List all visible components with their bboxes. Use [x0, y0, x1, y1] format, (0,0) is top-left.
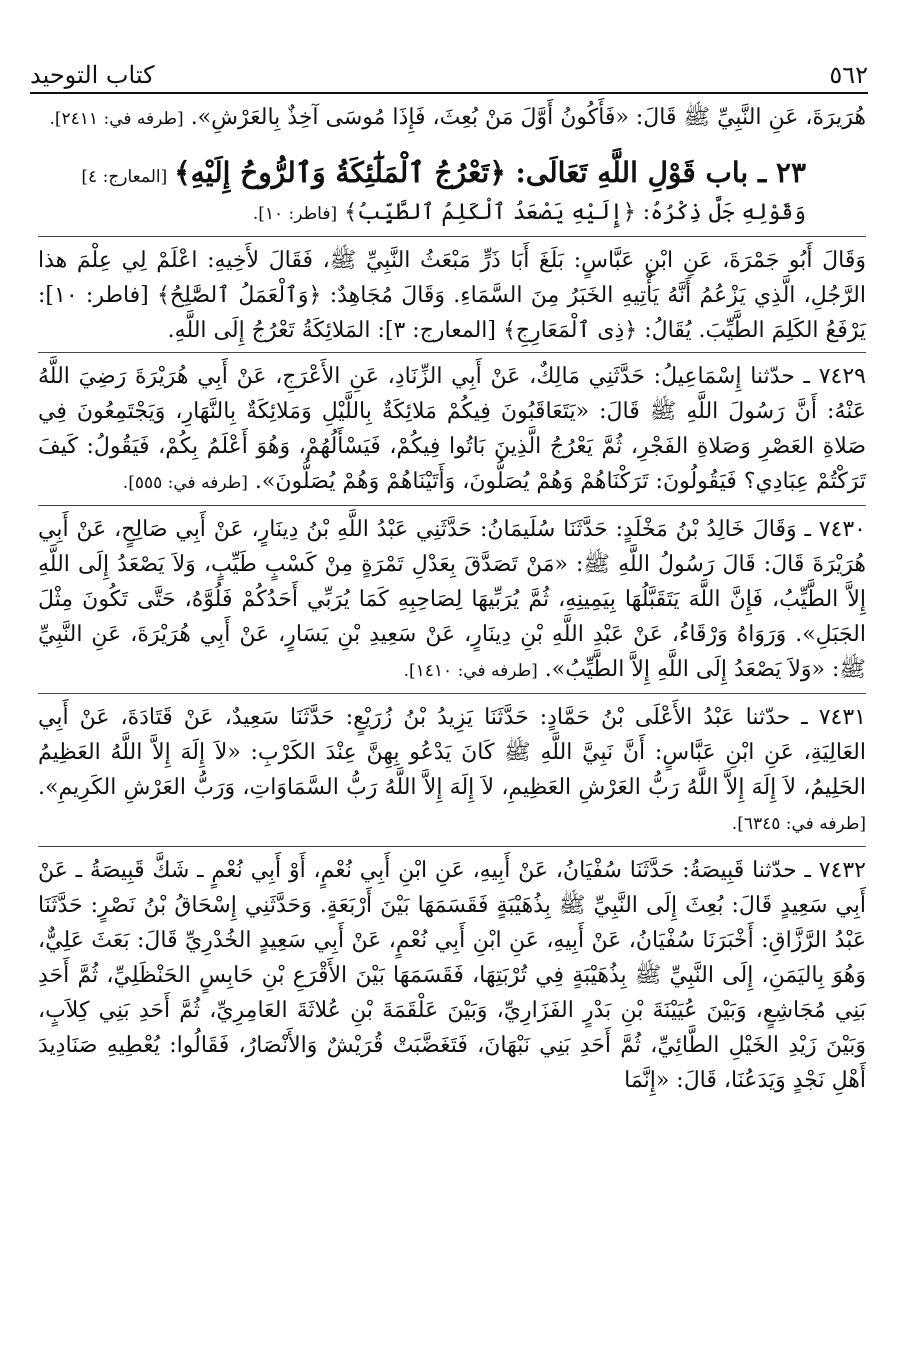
chapter-block: [38, 155, 866, 232]
page-header: [30, 58, 868, 92]
separator: [38, 236, 866, 237]
paragraph-text: ٧٤٢٩ ـ حدّثنا إِسْمَاعِيلُ: حَدَّثَنِي مَالِكٌ، عَنْ أَبِي الزِّنَادِ، عَنِ الأَعْرَجِ، عَنْ أَبِي هُرَيْرَةَ رَضِيَ اللَّهُ عَنْهُ: أَنَّ رَسُولَ اللَّهِ ﷺ قَالَ: «يَتَعَاقَبُونَ فِيكُمْ مَلائِكَةٌ بِاللَّيْلِ وَمَلائِكَةٌ بِالنَّهَارِ، وَيَجْتَمِعُونَ فِي صَلاةِ العَصْرِ وَصَلاةِ الفَجْرِ، ثُمَّ يَعْرُجُ الَّذِينَ بَاتُوا فِيكُمْ، فَيَسْأَلُهُمْ، وَهُوَ أَعْلَمُ بِكُمْ، فَيَقُولُ: كَيفَ تَرَكْتُمْ عِبَادِي؟ فَيَقُولُونَ: تَرَكْنَاهُمْ وَهُمْ يُصَلُّونَ، وَأَتَيْنَاهُمْ وَهُمْ يُصَلُّونَ».: [38, 364, 866, 494]
intro-ref: [طرفه في: ٢٤١١].: [49, 109, 184, 129]
running-title: كتاب التوحيد: [30, 61, 155, 89]
separator: [38, 846, 866, 847]
hadith-7429: [38, 359, 866, 501]
chapter-heading-line: [38, 155, 866, 195]
paragraph-ref: [طرفه في: ١٤١٠].: [403, 661, 538, 681]
separator: [38, 693, 866, 694]
intro-text: هُرَيرَةَ، عَنِ النَّبِيِّ ﷺ قَالَ: «فَأَكُونُ أَوَّلَ مَنْ بُعِثَ، فَإِذَا مُوسَى آخِذٌ بِالعَرْشِ».: [190, 105, 866, 130]
paragraph-abu-jamra: [38, 243, 866, 348]
separator: [38, 505, 866, 506]
paragraph-text: ٧٤٣٠ ـ وَقَالَ خَالِدُ بْنُ مَخْلَدٍ: حَدَّثَنَا سُلَيمَانُ: حَدَّثَنِي عَبْدُ اللَّهِ بْنُ دِينَارٍ، عَنْ أَبِي صَالِحٍ، عَنْ أَبِي هُرَيْرَةَ قَالَ: قَالَ رَسُولُ اللَّهِ ﷺ: «مَنْ تَصَدَّقَ بِعَدْلِ تَمْرَةٍ مِنْ كَسْبٍ طَيِّبٍ، وَلاَ يَصْعَدُ إِلَى اللَّهِ إِلاَّ الطَّيِّبُ، فَإِنَّ اللَّهَ يَتَقَبَّلُهَا بِيَمِينِهِ، ثُمَّ يُرَبِّيهَا لِصَاحِبِهِ كَمَا يُرَبِّي أَحَدُكُمْ فَلُوَّهُ، حَتَّى تَكُونَ مِثْلَ الجَبَلِ». وَرَوَاهُ وَرْقَاءُ، عَنْ عَبْدِ اللَّهِ بْنِ دِينَارٍ، عَنْ سَعِيدِ بْنِ يَسَارٍ، عَنْ أَبِي هُرَيْرَةَ، عَنِ النَّبِيِّ ﷺ: «وَلاَ يَصْعَدُ إِلَى اللَّهِ إِلاَّ الطَّيِّبُ».: [38, 517, 866, 682]
page-body: [38, 100, 866, 1098]
page-number: ٥٦٢: [829, 61, 868, 89]
paragraph-text: ٧٤٣١ ـ حدّثنا عَبْدُ الأَعْلَى بْنُ حَمَّادٍ: حَدَّثَنَا يَزِيدُ بْنُ زُرَيْعٍ: حَدَّثَنَا سَعِيدٌ، عَنْ قَتَادَةَ، عَنْ أَبِي العَالِيَةِ، عَنِ ابْنِ عَبَّاسٍ: أَنَّ نَبِيَّ اللَّهِ ﷺ كَانَ يَدْعُو بِهِنَّ عِنْدَ الكَرْبِ: «لاَ إِلَهَ إِلاَّ اللَّهُ العَظِيمُ الحَلِيمُ، لاَ إِلَهَ إِلاَّ اللَّهُ رَبُّ العَرْشِ العَظِيمِ، لاَ إِلَهَ إِلاَّ اللَّهُ رَبُّ السَّمَاوَاتِ، وَرَبُّ العَرْشِ الكَرِيمِ».: [38, 705, 866, 800]
chapter-subheading-line: [38, 195, 866, 232]
chapter-heading: ٢٣ ـ باب قَوْلِ اللَّهِ تَعَالَى: ﴿تَعْرُجُ ٱلْمَلَٰٓئِكَةُ وَٱلرُّوحُ إِلَيْهِ﴾: [174, 156, 806, 189]
paragraph-ref: [طرفه في: ٦٣٤٥].: [731, 814, 866, 834]
paragraph-ref: [طرفه في: ٥٥٥].: [122, 473, 248, 493]
chapter-subheading: وَقَوْلِهِ جَلَّ ذِكْرُهُ: ﴿إِلَيْهِ يَصْعَدُ ٱلْكَلِمُ ٱلطَّيِّبُ﴾: [344, 200, 806, 225]
chapter-subheading-ref: [فاطر: ١٠].: [252, 204, 338, 224]
intro-paragraph: [38, 100, 866, 137]
hadith-7431: [38, 700, 866, 842]
chapter-heading-ref: [المعارج: ٤]: [81, 167, 168, 187]
paragraph-text: وَقَالَ أَبُو جَمْرَةَ، عَنِ ابْنِ عَبَّاسٍ: بَلَغَ أَبَا ذَرٍّ مَبْعَثُ النَّبِيِّ ﷺ، فَقَالَ لأَخِيهِ: اعْلَمْ لِي عِلْمَ هذا الرَّجُلِ، الَّذِي يَزْعُمُ أَنَّهُ يَأْتِيهِ الخَبَرُ مِنَ السَّمَاءِ. وَقَالَ مُجَاهِدٌ: ﴿وَٱلْعَمَلُ ٱلصَّٰلِحُ﴾ [فاطر: ١٠]: يَرْفَعُ الكَلِمَ الطَّيِّبَ. يُقَالُ: ﴿ذِى ٱلْمَعَارِجِ﴾ [المعارج: ٣]: المَلائِكَةُ تَعْرُجُ إِلَى اللَّهِ.: [38, 248, 866, 343]
separator: [38, 352, 866, 353]
hadith-7430: [38, 512, 866, 689]
header-rule: [30, 92, 868, 94]
hadith-7432: [38, 853, 866, 1098]
paragraph-text: ٧٤٣٢ ـ حدّثنا قَبِيصَةُ: حَدَّثَنَا سُفْيَانُ، عَنْ أَبِيهِ، عَنِ ابْنِ أَبِي نُعْمٍ، أَوْ أَبِي نُعْمٍ ـ شَكَّ قَبِيصَةُ ـ عَنْ أَبِي سَعِيدٍ قَالَ: بُعِثَ إِلَى النَّبِيِّ ﷺ بِذُهَيْبَةٍ فَقَسَمَهَا بَيْنَ أَرْبَعَةٍ. وَحَدَّثَنِي إِسْحَاقُ بْنُ نَصْرٍ: حَدَّثَنَا عَبْدُ الرَّزَّاقِ: أَخْبَرَنَا سُفْيَانُ، عَنْ أَبِيهِ، عَنِ ابْنِ أَبِي نُعْمٍ، عَنْ أَبِي سَعِيدٍ الخُدْرِيِّ قَالَ: بَعَثَ عَلِيٌّ، وَهُوَ بِاليَمَنِ، إِلَى النَّبِيِّ ﷺ بِذُهَيْبَةٍ فِي تُرْبَتِهَا، فَقَسَمَهَا بَيْنَ الأَقْرَعِ بْنِ حَابِسٍ الحَنْظَلِيِّ، ثُمَّ أَحَدِ بَنِي مُجَاشِعٍ، وَبَيْنَ عُيَيْنَةَ بْنِ بَدْرٍ الفَزَارِيِّ، وَبَيْنَ عَلْقَمَةَ بْنِ عُلاثَةَ العَامِرِيِّ، ثُمَّ أَحَدِ بَنِي كِلاَبٍ، وَبَيْنَ زَيْدِ الخَيْلِ الطَّائِيِّ، ثُمَّ أَحَدِ بَنِي نَبْهَانَ، فَتَغَضَّبَتْ قُرَيْشٌ وَالأَنْصَارُ، فَقَالُوا: يُعْطِيهِ صَنَادِيدَ أَهْلِ نَجْدٍ وَيَدَعُنَا، قَالَ: «إِنَّمَا: [38, 858, 866, 1093]
